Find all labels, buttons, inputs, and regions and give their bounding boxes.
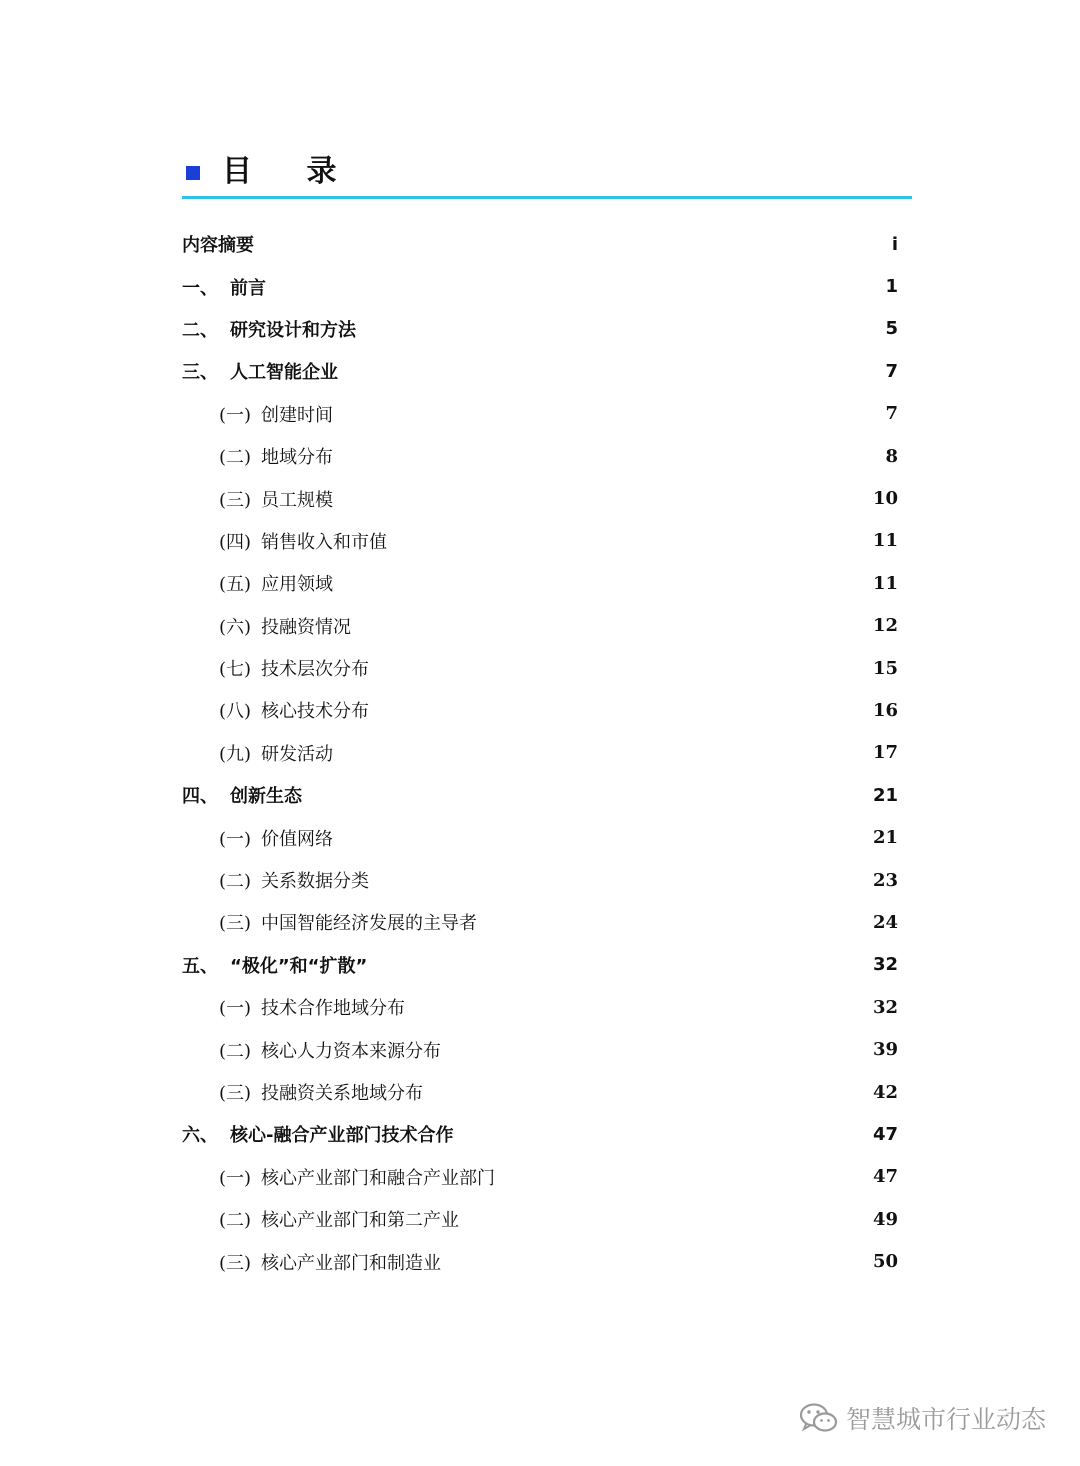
toc-page-number: 5 (885, 318, 898, 340)
toc-entry-text: 销售收入和市值 (261, 531, 387, 553)
toc-section-row[interactable] (182, 308, 898, 350)
toc-page-number: 23 (872, 869, 898, 891)
toc-page-number: 32 (872, 954, 898, 976)
toc-subsection-row[interactable] (182, 393, 898, 435)
toc-entry-text: 核心产业部门和融合产业部门 (261, 1167, 495, 1189)
wechat-icon (798, 1401, 840, 1435)
toc-page-number: 24 (872, 911, 898, 933)
toc-entry-number: 二、 (182, 319, 218, 341)
toc-page-number: 21 (872, 784, 898, 806)
toc-subsection-row[interactable] (182, 562, 898, 604)
toc-entry-text: 内容摘要 (182, 235, 254, 257)
toc-entry-number: 一、 (182, 277, 218, 299)
toc-subsection-row[interactable] (182, 859, 898, 901)
toc-subsection-row[interactable] (182, 732, 898, 774)
toc-entry-label (182, 274, 266, 300)
blue-square-icon (186, 166, 200, 180)
toc-entry-text: 核心-融合产业部门技术合作 (230, 1125, 454, 1147)
toc-entry-number: (一) (219, 998, 252, 1020)
toc-list (182, 223, 898, 1283)
toc-subsection-row[interactable] (182, 816, 898, 858)
toc-entry-number: (一) (219, 1167, 252, 1189)
toc-subsection-row[interactable] (182, 1028, 898, 1070)
toc-page-number: 50 (872, 1251, 898, 1273)
toc-subsection-row[interactable] (182, 1071, 898, 1113)
toc-entry-number: (三) (219, 1083, 252, 1104)
toc-entry-number: (六) (219, 616, 252, 638)
toc-entry-text: 核心人力资本来源分布 (261, 1040, 441, 1062)
toc-page-number: 8 (885, 445, 898, 467)
toc-page-number: 15 (872, 657, 898, 679)
toc-entry-text: 地域分布 (261, 447, 333, 469)
toc-entry-number: (二) (219, 1210, 252, 1232)
toc-entry-text: 投融资情况 (261, 616, 351, 638)
toc-entry-text: 技术合作地域分布 (261, 998, 405, 1020)
toc-page-number: 49 (872, 1208, 898, 1230)
toc-section-row[interactable] (182, 265, 898, 307)
toc-page-number: 11 (872, 530, 898, 552)
watermark-text: 智慧城市行业动态 (845, 1405, 1046, 1434)
toc-entry-text: 创新生态 (230, 786, 302, 808)
toc-page-number: 12 (872, 615, 898, 637)
toc-subsection-row[interactable] (182, 1198, 898, 1240)
toc-subsection-row[interactable] (182, 520, 898, 562)
toc-entry-number: (九) (219, 743, 252, 765)
toc-entry-number: 五、 (182, 955, 218, 977)
toc-entry-text: “极化”和“扩散” (230, 955, 368, 977)
toc-page-number: 1 (885, 276, 898, 298)
toc-entry-number: (二) (219, 447, 252, 469)
toc-page-number: 7 (885, 360, 898, 382)
toc-page-number: 7 (885, 403, 898, 425)
toc-subsection-row[interactable] (182, 1156, 898, 1198)
toc-page-number: 10 (872, 488, 898, 510)
toc-entry-label (182, 782, 302, 808)
toc-entry-text: 前言 (230, 277, 266, 299)
toc-entry-label (182, 316, 356, 342)
toc-page-number: 47 (872, 1123, 898, 1145)
toc-subsection-row[interactable] (182, 1240, 898, 1282)
toc-entry-label (182, 401, 333, 427)
toc-entry-label (182, 697, 369, 723)
toc-entry-label (182, 443, 333, 469)
toc-subsection-row[interactable] (182, 477, 898, 519)
toc-subsection-row[interactable] (182, 435, 898, 477)
watermark (798, 1400, 1046, 1436)
toc-entry-label (182, 867, 369, 893)
toc-entry-number: 六、 (182, 1125, 218, 1147)
toc-entry-number: (八) (219, 701, 252, 723)
toc-entry-number: (二) (219, 871, 252, 893)
toc-entry-text: 应用领域 (261, 574, 333, 596)
toc-subsection-row[interactable] (182, 647, 898, 689)
toc-section-row[interactable] (182, 944, 898, 986)
toc-entry-text: 创建时间 (261, 404, 333, 426)
page-title: 目 录 (222, 154, 359, 189)
toc-section-row[interactable] (182, 1113, 898, 1155)
toc-entry-number: (五) (219, 574, 252, 596)
toc-page-number: 47 (872, 1166, 898, 1188)
toc-entry-label (182, 1037, 441, 1063)
toc-entry-label (182, 358, 338, 384)
toc-section-row[interactable] (182, 223, 898, 265)
toc-subsection-row[interactable] (182, 605, 898, 647)
toc-entry-label (182, 1249, 441, 1275)
toc-entry-text: 核心产业部门和制造业 (261, 1252, 441, 1274)
toc-entry-number: (三) (219, 489, 252, 511)
toc-page-number: 17 (872, 742, 898, 764)
toc-entry-label (182, 613, 351, 639)
title-divider (182, 196, 912, 199)
toc-entry-text: 员工规模 (261, 489, 333, 511)
toc-entry-label (182, 655, 369, 681)
toc-entry-label (182, 825, 333, 851)
toc-entry-text: 研发活动 (261, 743, 333, 765)
toc-entry-text: 核心技术分布 (261, 701, 369, 723)
toc-entry-label (182, 570, 333, 596)
toc-entry-text: 关系数据分类 (261, 871, 369, 893)
toc-subsection-row[interactable] (182, 901, 898, 943)
toc-entry-number: (七) (219, 659, 252, 681)
toc-page-number: 16 (872, 699, 898, 721)
toc-entry-number: (四) (219, 531, 252, 553)
toc-page-number: 11 (872, 572, 898, 594)
toc-page-number: 42 (872, 1081, 898, 1103)
toc-entry-text: 中国智能经济发展的主导者 (261, 913, 477, 935)
toc-entry-number: (三) (219, 913, 252, 935)
toc-entry-label (182, 231, 254, 257)
toc-entry-label (182, 740, 333, 766)
toc-entry-number: (三) (219, 1252, 252, 1274)
toc-subsection-row[interactable] (182, 986, 898, 1028)
toc-page-number: 21 (872, 827, 898, 849)
toc-entry-text: 人工智能企业 (230, 362, 338, 384)
toc-page-number: 32 (872, 996, 898, 1018)
toc-entry-label (182, 909, 477, 935)
toc-entry-number: (一) (219, 404, 252, 426)
toc-subsection-row[interactable] (182, 689, 898, 731)
toc-entry-text: 研究设计和方法 (230, 319, 356, 341)
toc-entry-number: 四、 (182, 786, 218, 808)
toc-entry-label (182, 1164, 495, 1190)
toc-entry-label (182, 1206, 459, 1232)
toc-entry-text: 投融资关系地域分布 (261, 1083, 423, 1104)
toc-entry-label (182, 952, 367, 978)
toc-section-row[interactable] (182, 774, 898, 816)
toc-entry-number: (二) (219, 1040, 252, 1062)
toc-header (186, 152, 912, 198)
toc-page-number: i (891, 233, 898, 255)
toc-section-row[interactable] (182, 350, 898, 392)
toc-entry-text: 技术层次分布 (261, 659, 369, 681)
toc-page-number: 39 (872, 1039, 898, 1061)
toc-entry-text: 价值网络 (261, 828, 333, 850)
toc-entry-label (182, 486, 333, 512)
toc-entry-number: 三、 (182, 362, 218, 384)
toc-entry-label (182, 528, 387, 554)
toc-entry-label (182, 1121, 453, 1147)
toc-entry-label (182, 1079, 423, 1105)
toc-entry-number: (一) (219, 828, 252, 850)
toc-entry-text: 核心产业部门和第二产业 (261, 1210, 459, 1232)
toc-entry-label (182, 994, 405, 1020)
